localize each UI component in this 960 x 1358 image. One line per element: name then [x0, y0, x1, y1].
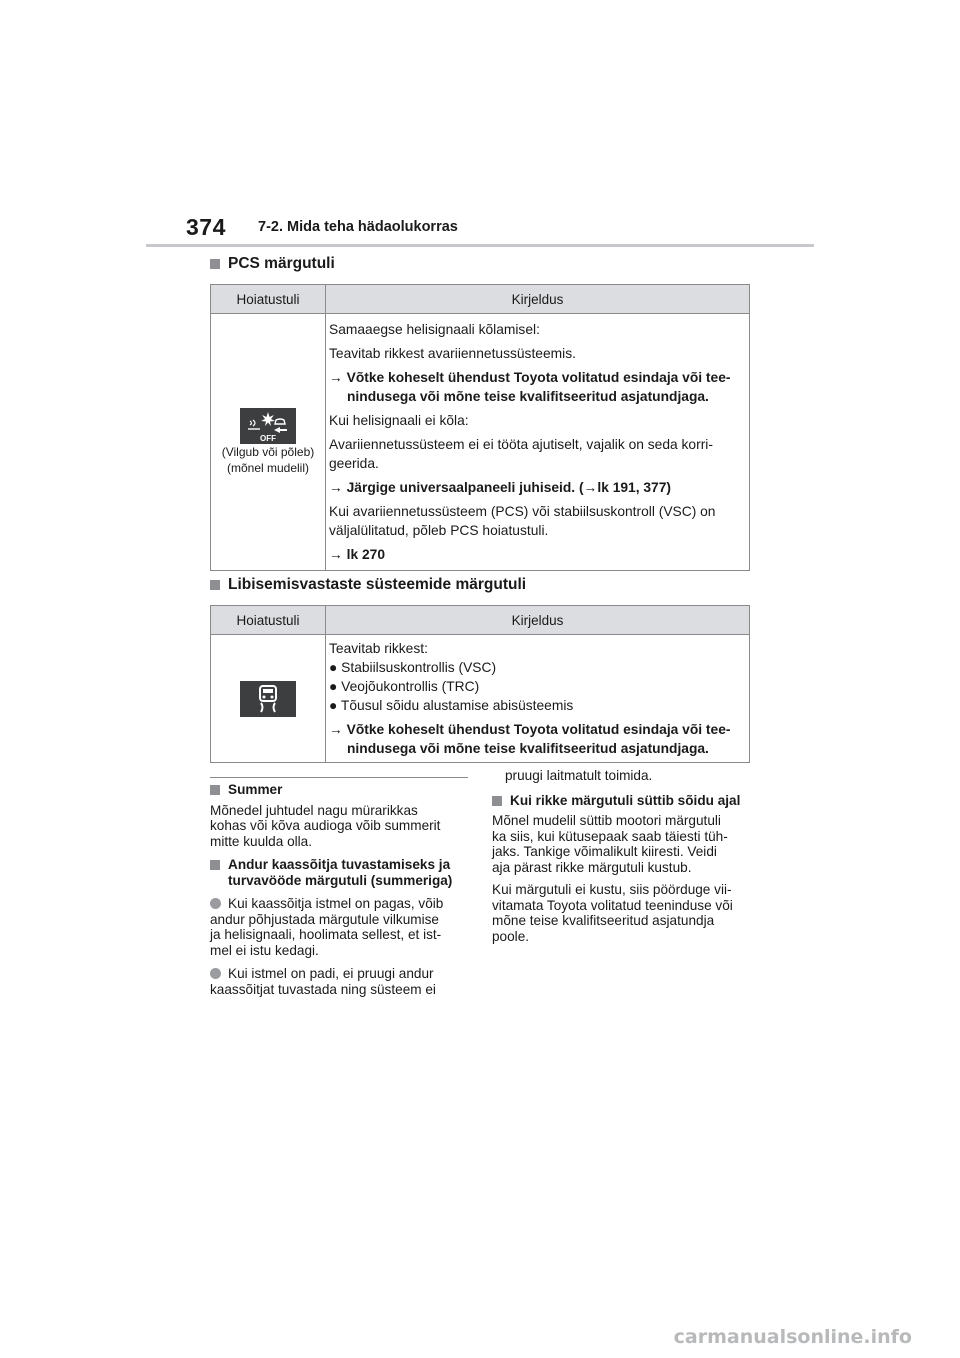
- slip-indicator-icon: [240, 681, 296, 717]
- pcs-off-warning-icon: [240, 408, 296, 444]
- bullet-text-line: mel ei istu kedagi.: [210, 942, 319, 958]
- para-line: vitamata Toyota volitatud teeninduse või: [492, 897, 733, 913]
- list-item: Kui kaassõitja istmel on pagas, võib: [210, 896, 472, 912]
- list-item: ● Stabiilsuskontrollis (VSC): [329, 660, 497, 675]
- list-item: Kui istmel on padi, ei pruugi andur: [210, 966, 472, 982]
- table-row: [211, 635, 750, 763]
- table-header-row: [211, 285, 750, 314]
- square-bullet-icon: [210, 580, 220, 590]
- col-description-header: Kirjeldus: [326, 285, 750, 314]
- col-warning-header: Hoiatustuli: [211, 606, 326, 635]
- bullet-text-line: kaassõitjat tuvastada ning süsteem ei: [210, 981, 436, 997]
- list-item: ● Tõusul sõidu alustamise abisüsteemis: [329, 698, 574, 713]
- warning-light-cell: [211, 314, 326, 571]
- bullet-icon: [210, 968, 221, 979]
- desc-line: Kui avariiennetussüsteem (PCS) või stabiilsuskontroll (VSC) on: [329, 504, 716, 519]
- para-line: Kui märgutuli ei kustu, siis pöörduge vii-: [492, 882, 732, 897]
- page-number: 374: [186, 214, 226, 240]
- desc-line: → Võtke koheselt ühendust Toyota volitatud esindaja või tee-: [329, 370, 731, 385]
- description-cell: [326, 314, 750, 571]
- andur-heading: Andur kaassõitja tuvastamiseks ja turvavööde märgutuli (summeriga): [210, 857, 472, 888]
- watermark: carmanualsonline.info: [673, 1326, 912, 1348]
- desc-line: väljalülitatud, põleb PCS hoiatustuli.: [329, 523, 549, 538]
- bullet-icon: [210, 898, 221, 909]
- para-line: jaks. Tankige võimalikult kiiresti. Veidi: [492, 844, 717, 859]
- para-line: poole.: [492, 928, 530, 944]
- notes-left-column: [210, 782, 472, 997]
- col-description-header: Kirjeldus: [326, 606, 750, 635]
- header-divider: [146, 244, 814, 247]
- notes-divider: [210, 777, 468, 778]
- continuation-text: pruugi laitmatult toimida.: [505, 768, 653, 783]
- desc-line: Teavitab rikkest avariiennetussüsteemis.: [329, 346, 576, 361]
- square-bullet-icon: [492, 796, 502, 806]
- bullet-text-line: andur põhjustada märgutule vilkumise: [210, 911, 439, 927]
- desc-line: Kui helisignaali ei kõla:: [329, 413, 469, 428]
- desc-line: Teavitab rikkest:: [329, 641, 428, 656]
- pcs-table: [210, 284, 750, 571]
- summer-heading: Summer: [210, 782, 472, 798]
- list-item: ● Veojõukontrollis (TRC): [329, 679, 480, 694]
- section-title: 7-2. Mida teha hädaolukorras: [258, 219, 458, 235]
- square-bullet-icon: [210, 860, 220, 870]
- table-row: [211, 314, 750, 571]
- bullet-text-line: ja helisignaali, hoolimata sellest, et ist-: [210, 927, 442, 942]
- summer-text-line: mitte kuulda olla.: [210, 833, 313, 849]
- warning-light-cell: [211, 635, 326, 763]
- col-warning-header: Hoiatustuli: [211, 285, 326, 314]
- square-bullet-icon: [210, 259, 220, 269]
- pcs-heading: [210, 255, 335, 273]
- desc-line: → lk 270: [329, 547, 385, 562]
- para-line: aja pärast rikke märgutuli kustub.: [492, 859, 692, 875]
- desc-line: → Võtke koheselt ühendust Toyota volitatud esindaja või tee-: [329, 722, 731, 737]
- para-line: ka siis, kui kütusepaak saab täiesti tüh-: [492, 828, 728, 844]
- slip-heading-text: Libisemisvastaste süsteemide märgutuli: [228, 576, 527, 593]
- desc-line: Samaaegse helisignaali kõlamisel:: [329, 322, 540, 337]
- icon-caption-models: (mõnel mudelil): [226, 461, 310, 475]
- slip-heading: [210, 576, 526, 594]
- table-header-row: [211, 606, 750, 635]
- svg-text:OFF: OFF: [260, 434, 276, 443]
- para-line: Mõnel mudelil süttib mootori märgutuli: [492, 813, 721, 828]
- notes-right-column: [492, 768, 754, 944]
- rikke-heading: Kui rikke märgutuli süttib sõidu ajal: [492, 793, 754, 809]
- desc-line: Avariiennetussüsteem ei ei tööta ajutiselt, vajalik on seda korri-: [329, 437, 713, 452]
- slip-table: [210, 605, 750, 763]
- desc-line: nindusega või mõne teise kvalifitseeritud asjatundjaga.: [347, 389, 709, 404]
- desc-line: nindusega või mõne teise kvalifitseeritud asjatundjaga.: [347, 741, 709, 756]
- icon-caption-blink: (Vilgub või põleb): [221, 445, 315, 459]
- desc-line: → Järgige universaalpaneeli juhiseid. (→lk 191, 377): [329, 480, 671, 495]
- summer-text-line: kohas või kõva audioga võib summerit: [210, 818, 441, 833]
- pcs-heading-text: PCS märgutuli: [228, 255, 335, 272]
- para-line: mõne teise kvalifitseeritud asjatundja: [492, 913, 715, 928]
- summer-text-line: Mõnedel juhtudel nagu mürarikkas: [210, 802, 418, 818]
- square-bullet-icon: [210, 785, 220, 795]
- desc-line: geerida.: [329, 456, 379, 471]
- description-cell: [326, 635, 750, 763]
